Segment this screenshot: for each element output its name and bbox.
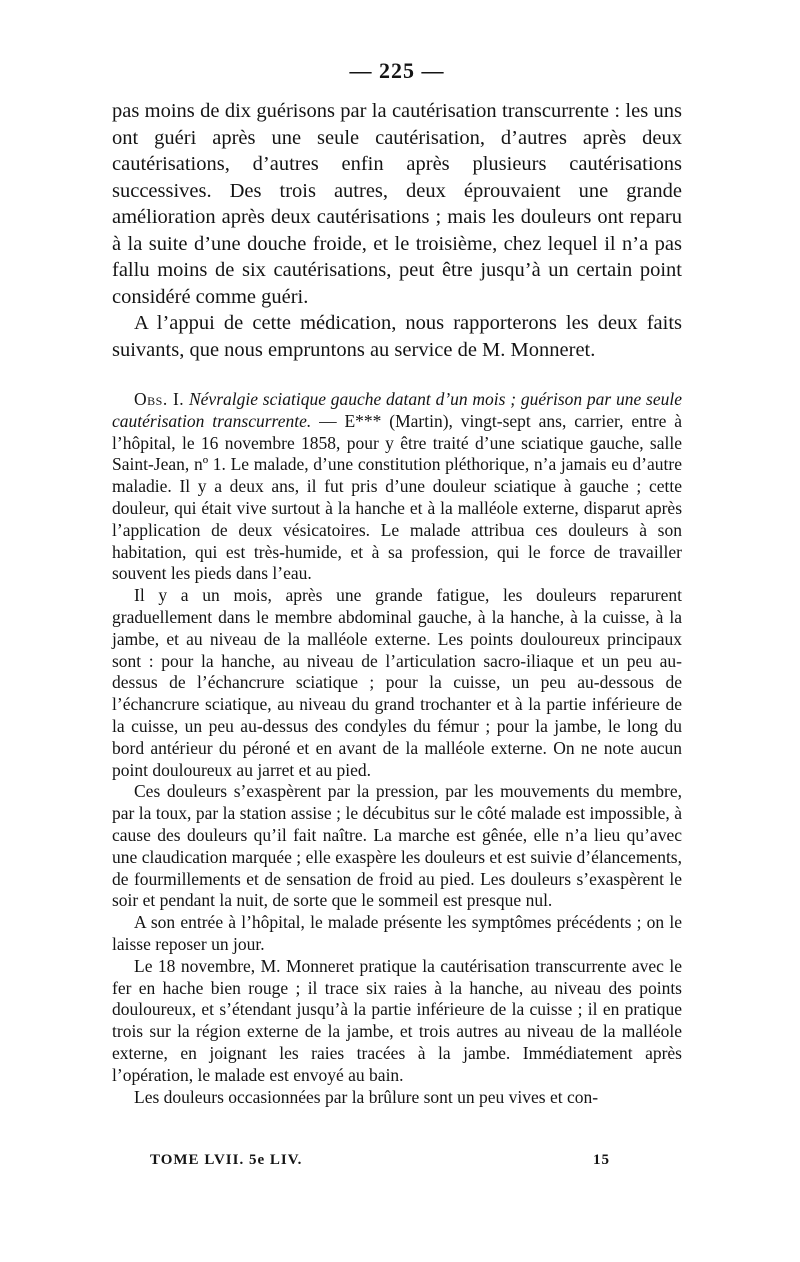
observation-section — [112, 389, 682, 1108]
observation-paragraph: Ces douleurs s’exaspèrent par la pression, par les mouvements du membre, par la toux, par la station assise ; le décubitus sur le côté malade est impossible, à cause des douleurs qu’il fait naître. La marche est gênée, elle n’a lieu qu’avec une claudication marquée ; elle exaspère les douleurs et est suivie d’élancements, de fourmillements et de sensation de froid au pied. Les douleurs s’exaspèrent le soir et pendant la nuit, de sorte que le sommeil est presque nul. — [112, 781, 682, 911]
signature-number: 15 — [593, 1152, 610, 1168]
signature-mark: TOME LVII. 5e LIV. — [150, 1152, 303, 1168]
observation-paragraph: Le 18 novembre, M. Monneret pratique la cautérisation transcurrente avec le fer en hache bien rouge ; il trace six raies à la hanche, au niveau des points douloureux, et s’étendant jusqu’à la partie inférieure de la cuisse ; il en pratique trois sur la région externe de la jambe, et trois autres au niveau de la malléole externe, en joignant les raies tracées à la jambe. Immédiatement après l’opération, le malade est envoyé au bain. — [112, 955, 682, 1085]
page-number: — 225 — — [349, 58, 445, 83]
observation-label: Obs. I. — [134, 389, 185, 409]
intro-section — [112, 98, 682, 363]
observation-first-paragraph — [112, 389, 682, 585]
observation-paragraph: A son entrée à l’hôpital, le malade présente les symptômes précédents ; on le laisse reposer un jour. — [112, 912, 682, 954]
page-body — [112, 54, 682, 1108]
observation-title: Névralgie sciatique gauche datant d’un mois ; guérison par une seule cautérisation transcurrente. — [112, 389, 683, 431]
intro-paragraph: pas moins de dix guérisons par la cautérisation transcurrente : les uns ont guéri après une seule cautérisation, d’autres après deux cautérisations, d’autres enfin après plusieurs cautérisations successives. Des trois autres, deux éprouvaient une grande amélioration après deux cautérisations ; mais les douleurs ont reparu à la suite d’une douche froide, et le troisième, chez lequel il n’a pas fallu moins de six cautérisations, peut être jusqu’à un certain point considéré comme guéri. — [112, 100, 682, 308]
observation-paragraph: Il y a un mois, après une grande fatigue, les douleurs reparurent graduellement dans le membre abdominal gauche, à la hanche, à la cuisse, à la jambe, et au niveau de la malléole externe. Les points douloureux principaux sont : pour la hanche, au niveau de l’articulation sacro-iliaque et un peu au-dessus de l’échancrure sciatique ; pour la cuisse, un peu au-dessous de l’échancrure sciatique, au niveau du grand trochanter et à la partie inférieure de la cuisse, un peu au-dessus des condyles du fémur ; pour la jambe, le long du bord antérieur du péroné et en avant de la malléole externe. On ne note aucun point douloureux au jarret et au pied. — [112, 585, 682, 780]
page-footer — [150, 1152, 610, 1176]
intro-paragraph: A l’appui de cette médication, nous rapporterons les deux faits suivants, que nous empruntons au service de M. Monneret. — [112, 312, 682, 361]
observation-text: — E*** (Martin), vingt-sept ans, carrier, entre à l’hôpital, le 16 novembre 1858, pour y être traité d’une sciatique gauche, salle Saint-Jean, nº 1. Le malade, d’une constitution pléthorique, n’a jamais eu d’autre maladie. Il y a deux ans, il fut pris d’une douleur sciatique à gauche ; cette douleur, qui était vive surtout à la hanche et à la malléole externe, disparut après l’application de deux vésicatoires. Le malade attribua ces douleurs à son habitation, qui est très-humide, et à sa profession, qui le force de travailler souvent les pieds dans l’eau. — [112, 410, 682, 584]
observation-paragraph: Les douleurs occasionnées par la brûlure sont un peu vives et con- — [134, 1086, 599, 1107]
